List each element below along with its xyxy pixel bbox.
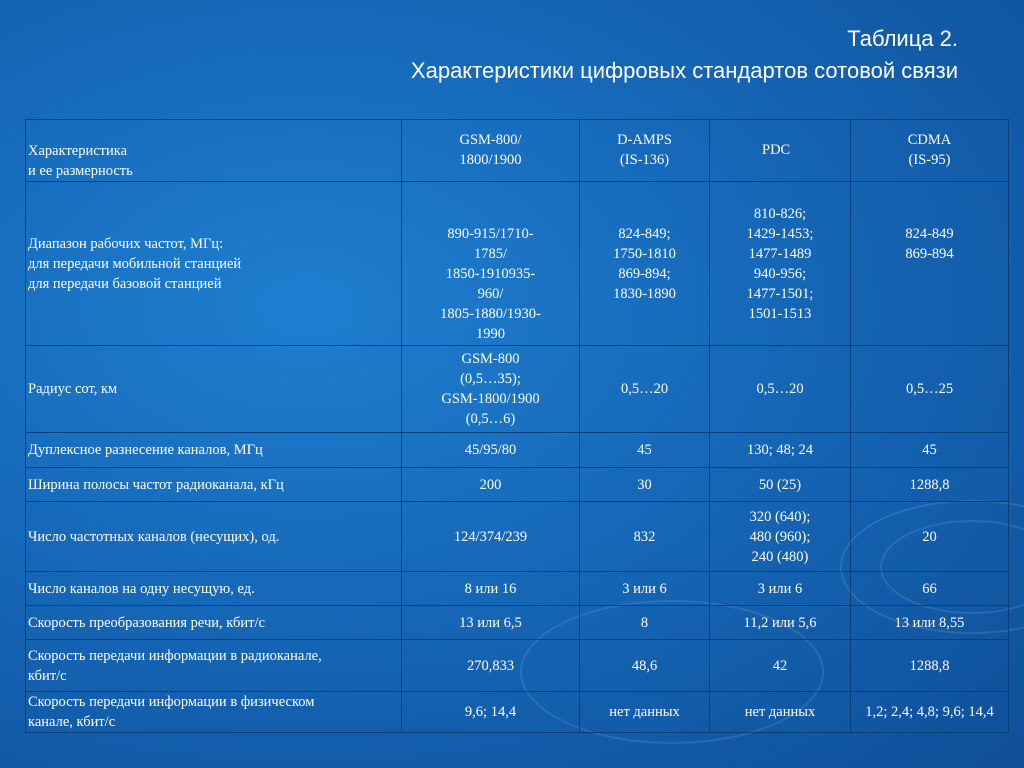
table-row xyxy=(26,692,1009,733)
cell-cdma: 45 xyxy=(851,433,1009,468)
cell-pdc: 0,5…20 xyxy=(710,346,851,433)
cell-gsm: 270,833 xyxy=(402,640,580,692)
table-row xyxy=(26,640,1009,692)
cell-damps: 3 или 6 xyxy=(580,572,710,606)
cell-cdma: 0,5…25 xyxy=(851,346,1009,433)
row-label: Скорость передачи информации в радиоканале, кбит/с xyxy=(26,640,402,692)
table-row xyxy=(26,572,1009,606)
cell-pdc: 810-826; 1429-1453; 1477-1489 940-956; 1477-1501; 1501-1513 xyxy=(710,182,851,346)
cell-cdma: 1,2; 2,4; 4,8; 9,6; 14,4 xyxy=(851,692,1009,733)
cell-gsm: 9,6; 14,4 xyxy=(402,692,580,733)
cell-pdc: 50 (25) xyxy=(710,468,851,502)
cell-cdma: 66 xyxy=(851,572,1009,606)
header-cdma: CDMA (IS-95) xyxy=(851,120,1009,182)
cell-cdma: 1288,8 xyxy=(851,640,1009,692)
cell-damps: нет данных xyxy=(580,692,710,733)
header-gsm: GSM-800/ 1800/1900 xyxy=(402,120,580,182)
row-label: Дуплексное разнесение каналов, МГц xyxy=(26,433,402,468)
table-row xyxy=(26,182,1009,346)
cell-pdc: 130; 48; 24 xyxy=(710,433,851,468)
cell-damps: 824-849; 1750-1810 869-894; 1830-1890 xyxy=(580,182,710,346)
cell-gsm: 45/95/80 xyxy=(402,433,580,468)
row-label: Радиус сот, км xyxy=(26,346,402,433)
cell-gsm: GSM-800 (0,5…35); GSM-1800/1900 (0,5…6) xyxy=(402,346,580,433)
header-characteristic: Характеристика и ее размерность xyxy=(26,120,402,182)
cell-gsm: 200 xyxy=(402,468,580,502)
cell-gsm: 13 или 6,5 xyxy=(402,606,580,640)
header-pdc: PDC xyxy=(710,120,851,182)
cell-cdma: 1288,8 xyxy=(851,468,1009,502)
cell-pdc: 320 (640); 480 (960); 240 (480) xyxy=(710,502,851,572)
header-damps: D-AMPS (IS-136) xyxy=(580,120,710,182)
header-row xyxy=(26,120,1009,182)
cell-pdc: 3 или 6 xyxy=(710,572,851,606)
row-label: Скорость преобразования речи, кбит/с xyxy=(26,606,402,640)
slide-title xyxy=(411,24,958,86)
cell-damps: 45 xyxy=(580,433,710,468)
row-label: Скорость передачи информации в физическом канале, кбит/с xyxy=(26,692,402,733)
table-row xyxy=(26,468,1009,502)
cell-damps: 8 xyxy=(580,606,710,640)
cell-damps: 48,6 xyxy=(580,640,710,692)
cell-damps: 832 xyxy=(580,502,710,572)
table-caption: Характеристики цифровых стандартов сотовой связи xyxy=(410,58,958,83)
table-row xyxy=(26,346,1009,433)
cell-cdma: 20 xyxy=(851,502,1009,572)
standards-table xyxy=(25,119,1009,733)
table-number: Таблица 2. xyxy=(847,26,958,51)
cell-cdma: 13 или 8,55 xyxy=(851,606,1009,640)
row-label: Число каналов на одну несущую, ед. xyxy=(26,572,402,606)
cell-gsm: 8 или 16 xyxy=(402,572,580,606)
cell-pdc: 42 xyxy=(710,640,851,692)
table-row xyxy=(26,502,1009,572)
cell-pdc: нет данных xyxy=(710,692,851,733)
cell-gsm: 890-915/1710- 1785/ 1850-1910935- 960/ 1805-1880/1930- 1990 xyxy=(402,182,580,346)
cell-damps: 30 xyxy=(580,468,710,502)
table-row xyxy=(26,433,1009,468)
cell-cdma: 824-849 869-894 xyxy=(851,182,1009,346)
cell-pdc: 11,2 или 5,6 xyxy=(710,606,851,640)
row-label: Ширина полосы частот радиоканала, кГц xyxy=(26,468,402,502)
table-row xyxy=(26,606,1009,640)
row-label: Число частотных каналов (несущих), од. xyxy=(26,502,402,572)
cell-gsm: 124/374/239 xyxy=(402,502,580,572)
cell-damps: 0,5…20 xyxy=(580,346,710,433)
row-label: Диапазон рабочих частот, МГц: для передачи мобильной станцией для передачи базовой станцией xyxy=(26,182,402,346)
